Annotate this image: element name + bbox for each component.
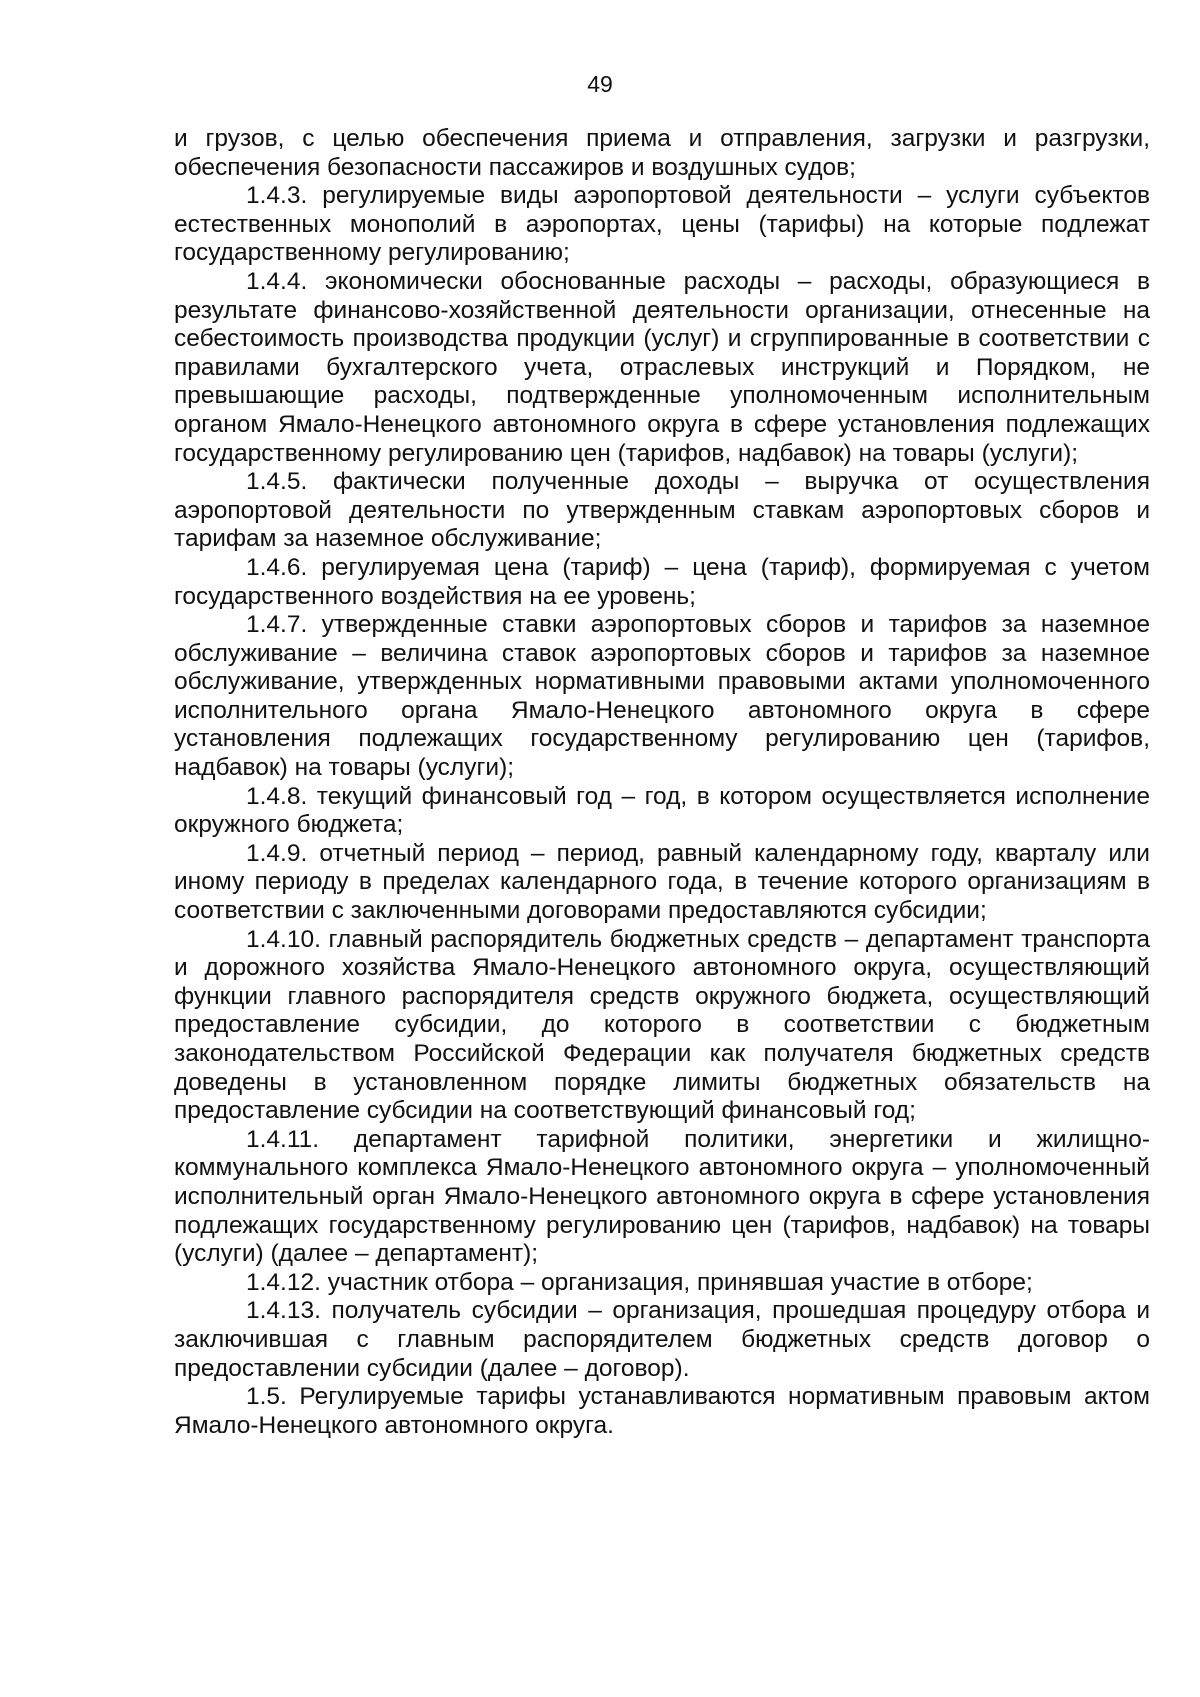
paragraph-continuation: и грузов, с целью обеспечения приема и отправления, загрузки и разгрузки, обеспечения безопасности пассажиров и воздушных судов; (174, 125, 1150, 181)
paragraph-1-4-8: 1.4.8. текущий финансовый год – год, в котором осуществляется исполнение окружного бюджета; (174, 782, 1150, 839)
paragraph-1-4-9: 1.4.9. отчетный период – период, равный календарному году, кварталу или иному периоду в пределах календарного года, в течение которого организациям в соответствии с заключенными договорами предоставляются субсидии; (174, 839, 1150, 925)
paragraph-1-5: 1.5. Регулируемые тарифы устанавливаются нормативным правовым актом Ямало-Ненецкого автономного округа. (174, 1383, 1150, 1439)
paragraph-1-4-3: 1.4.3. регулируемые виды аэропортовой деятельности – услуги субъектов естественных монополий в аэропортах, цены (тарифы) на которые подлежат государственному регулированию; (174, 182, 1150, 267)
paragraph-1-4-7: 1.4.7. утвержденные ставки аэропортовых сборов и тарифов за наземное обслуживание – величина ставок аэропортовых сборов и тарифов за наземное обслуживание, утвержденных нормативными правовыми актами уполномоченного исполнительного органа Ямало-Ненецкого автономного округа в сфере установления подлежащих государственному регулированию цен (тарифов, надбавок) на товары (услуги); (174, 611, 1150, 782)
paragraph-1-4-13: 1.4.13. получатель субсидии – организация, прошедшая процедуру отбора и заключившая с главным распорядителем бюджетных средств договор о предоставлении субсидии (далее – договор). (174, 1297, 1150, 1382)
paragraph-1-4-5: 1.4.5. фактически полученные доходы – выручка от осуществления аэропортовой деятельности по утвержденным ставкам аэропортовых сборов и тарифам за наземное обслуживание; (174, 468, 1150, 553)
paragraph-1-4-10: 1.4.10. главный распорядитель бюджетных средств – департамент транспорта и дорожного хозяйства Ямало-Ненецкого автономного округа, осуществляющий функции главного распорядителя средств окружного бюджета, осуществляющий предоставление субсидии, до которого в соответствии с бюджетным законодательством Российской Федерации как получателя бюджетных средств доведены в установленном порядке лимиты бюджетных обязательств на предоставление субсидии на соответствующий финансовый год; (174, 925, 1150, 1125)
document-body (174, 125, 1150, 1440)
paragraph-1-4-11: 1.4.11. департамент тарифной политики, энергетики и жилищно-коммунального комплекса Ямало-Ненецкого автономного округа – уполномоченный исполнительный орган Ямало-Ненецкого автономного округа в сфере установления подлежащих государственному регулированию цен (тарифов, надбавок) на товары (услуги) (далее – департамент); (174, 1125, 1150, 1268)
page-number: 49 (587, 71, 613, 97)
paragraph-1-4-6: 1.4.6. регулируемая цена (тариф) – цена (тариф), формируемая с учетом государственного воздействия на ее уровень; (174, 553, 1150, 610)
paragraph-1-4-12: 1.4.12. участник отбора – организация, принявшая участие в отборе; (246, 1268, 1033, 1296)
paragraph-1-4-4: 1.4.4. экономически обоснованные расходы – расходы, образующиеся в результате финансово-хозяйственной деятельности организации, отнесенные на себестоимость производства продукции (услуг) и сгруппированные в соответствии с правилами бухгалтерского учета, отраслевых инструкций и Порядком, не превышающие расходы, подтвержденные уполномоченным исполнительным органом Ямало-Ненецкого автономного округа в сфере установления подлежащих государственному регулированию цен (тарифов, надбавок) на товары (услуги); (174, 267, 1150, 467)
